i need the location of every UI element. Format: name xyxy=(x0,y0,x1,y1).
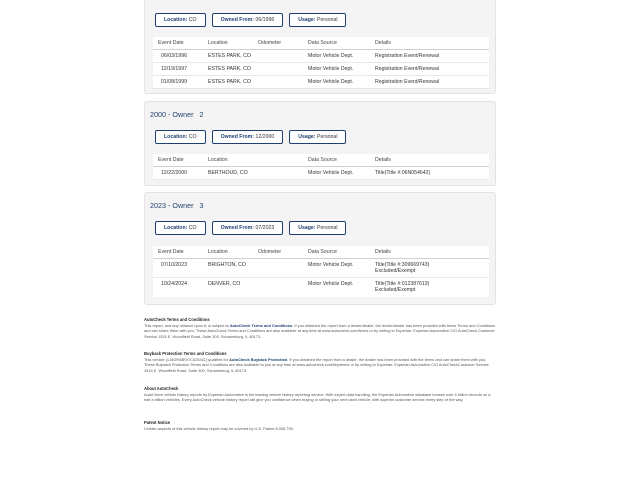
header-location: Location xyxy=(208,249,228,255)
owner-1-usage-chip: Usage: Personal xyxy=(289,13,346,27)
header-odometer: Odometer xyxy=(258,40,282,46)
terms-text: This report, and any reliance upon it, is subject to AutoCheck Terms and Conditions. If you obtained the report from a lender/dealer, the lender/dealer has been provided with these Terms and Conditions and can share them with you. These AutoCheck Terms and Conditions are also available at any time at www.autocheck.com/terms or by writing to Experian: Experian Automotive C/O AutoCheck Customer Service 1515 E. Woodfield Road, Suite 300, Schaumburg, IL 60173. xyxy=(144,322,496,340)
owner-2-usage-chip: Usage: Personal xyxy=(289,130,346,144)
event-location: BRIGHTON, CO xyxy=(208,262,246,268)
header-details: Details xyxy=(375,40,391,46)
owner-3-events-table xyxy=(153,246,489,297)
table-row xyxy=(153,278,489,297)
table-row xyxy=(153,167,489,180)
header-location: Location xyxy=(208,157,228,163)
table-row xyxy=(153,259,489,278)
about-section xyxy=(144,386,496,403)
event-date: 07/10/2023 xyxy=(161,262,187,268)
header-data-source: Data Source xyxy=(308,249,337,255)
patent-heading: Patent Notice xyxy=(144,420,171,425)
buyback-text: This vehicle (1J4GR48K97C525411) qualifies for AutoCheck Buyback Protection. If you obtained the report from a dealer, the dealer has been provided with the terms and can share them with you. These Buyback Protection Terms and Conditions are also available to you at any time at www.autocheck.com/bbpterms or by writing to Experian: Experian Automotive C/O AutoCheckCustomer Service 1515 E. Woodfield Road, Suite 300, Schaumburg, IL 60173. xyxy=(144,356,489,374)
owner-1-events-table xyxy=(153,37,489,89)
owner-3-owned-from-chip: Owned From: 07/2023 xyxy=(212,221,284,235)
table-header xyxy=(153,154,489,167)
event-date: 10/24/2024 xyxy=(161,281,187,287)
event-details: Registration Event/Renewal xyxy=(375,66,440,72)
owner-2-summary xyxy=(155,130,346,144)
header-location: Location xyxy=(208,40,228,46)
header-event-date: Event Date xyxy=(158,40,184,46)
event-details: Title(Title #:012387613) Excluded/Exempt xyxy=(375,281,430,293)
owner-3-summary xyxy=(155,221,346,235)
buyback-heading: Buyback Protection Terms and Conditions xyxy=(144,351,227,356)
event-date: 12/19/1997 xyxy=(161,66,187,72)
owner-2-events-table xyxy=(153,154,489,180)
table-row xyxy=(153,50,489,63)
event-location: ESTES PARK, CO xyxy=(208,79,251,85)
event-date: 06/03/1996 xyxy=(161,53,187,59)
event-source: Motor Vehicle Dept. xyxy=(308,262,354,268)
owner-2-title: 2000 - Owner 2 xyxy=(150,110,204,119)
header-details: Details xyxy=(375,157,391,163)
header-event-date: Event Date xyxy=(158,157,184,163)
terms-link[interactable]: AutoCheck Terms and Conditions xyxy=(229,322,293,328)
patent-section xyxy=(144,420,496,431)
owner-card-1 xyxy=(144,0,496,94)
event-source: Motor Vehicle Dept. xyxy=(308,79,354,85)
table-header xyxy=(153,246,489,259)
event-location: DENVER, CO xyxy=(208,281,241,287)
header-data-source: Data Source xyxy=(308,157,337,163)
event-location: BERTHOUD, CO xyxy=(208,170,248,176)
owner-2-location-chip: Location: CO xyxy=(155,130,206,144)
owner-3-title: 2023 - Owner 3 xyxy=(150,201,204,210)
buyback-link[interactable]: AutoCheck Buyback Protection xyxy=(229,356,288,362)
terms-section xyxy=(144,317,496,340)
event-source: Motor Vehicle Dept. xyxy=(308,281,354,287)
event-details: Title(Title #:06N054642) xyxy=(375,170,431,176)
about-text: AutoCheck vehicle history reports by Experian Automotive is the leading vehicle history reporting service. With expert data handling, the Experian Automotive database houses over 4 billion records on a half a billion vehicles. Every AutoCheck vehicle history report will give you confidence when buying or selling your next used vehicle, with superior customer service every step of the way. xyxy=(144,391,491,403)
table-row xyxy=(153,63,489,76)
event-date: 12/22/2000 xyxy=(161,170,187,176)
event-details: Title(Title #:309669743) Excluded/Exempt xyxy=(375,262,430,274)
event-location: ESTES PARK, CO xyxy=(208,66,251,72)
table-row xyxy=(153,76,489,89)
owner-1-summary xyxy=(155,13,346,27)
owner-card-3 xyxy=(144,192,496,305)
event-details: Registration Event/Renewal xyxy=(375,53,440,59)
buyback-section xyxy=(144,351,496,374)
header-details: Details xyxy=(375,249,391,255)
event-details: Registration Event/Renewal xyxy=(375,79,440,85)
header-event-date: Event Date xyxy=(158,249,184,255)
event-source: Motor Vehicle Dept. xyxy=(308,170,354,176)
event-location: ESTES PARK, CO xyxy=(208,53,251,59)
about-heading: About AutoCheck xyxy=(144,386,179,391)
owner-1-location-chip: Location: CO xyxy=(155,13,206,27)
terms-heading: AutoCheck Terms and Conditions xyxy=(144,317,210,322)
owner-2-owned-from-chip: Owned From: 12/2000 xyxy=(212,130,284,144)
event-source: Motor Vehicle Dept. xyxy=(308,53,354,59)
header-data-source: Data Source xyxy=(308,40,337,46)
owner-card-2 xyxy=(144,101,496,186)
patent-text: Certain aspects of this vehicle history report may be covered by U.S. Patent 8,005,759. xyxy=(144,425,294,431)
owner-1-owned-from-chip: Owned From: 06/1996 xyxy=(212,13,284,27)
event-date: 01/08/1999 xyxy=(161,79,187,85)
header-odometer: Odometer xyxy=(258,249,282,255)
owner-3-usage-chip: Usage: Personal xyxy=(289,221,346,235)
event-source: Motor Vehicle Dept. xyxy=(308,66,354,72)
table-header xyxy=(153,37,489,50)
owner-3-location-chip: Location: CO xyxy=(155,221,206,235)
